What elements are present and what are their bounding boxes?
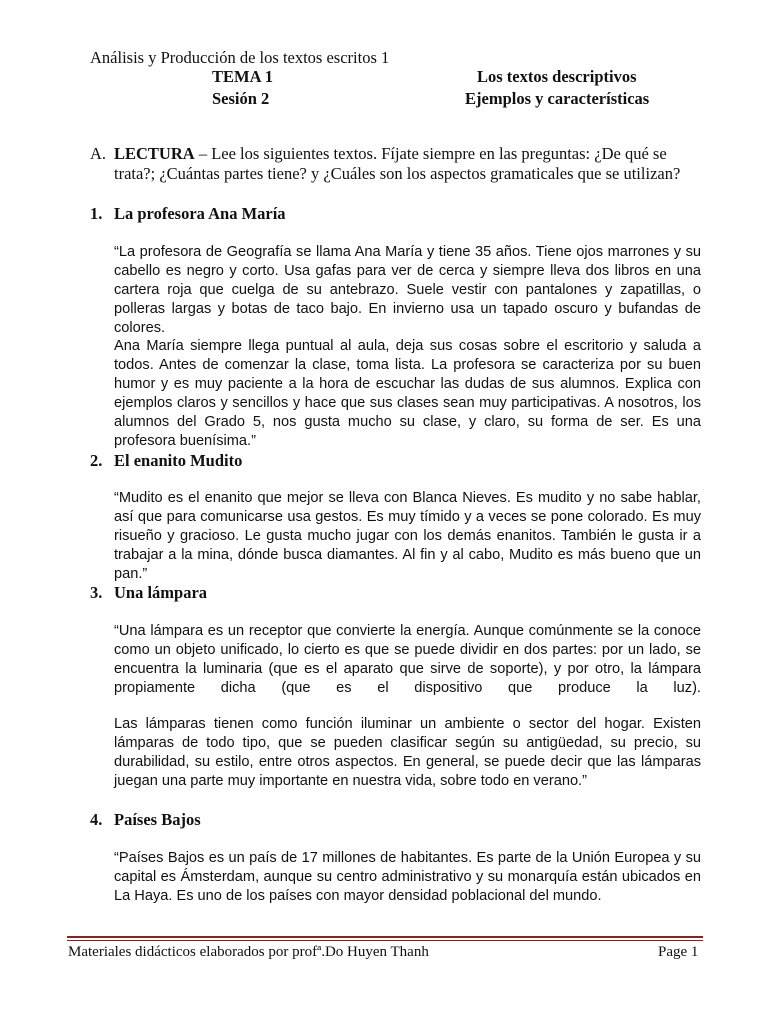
instruction-marker: A. [90, 144, 107, 163]
paragraph: “Una lámpara es un receptor que convierte la energía. Aunque comúnmente se la conoce como un objeto unificado, lo cierto es que se puede dividir en dos partes: por un lado, se encuentra la luminaria (que es el aparato que sirve de soporte), y por otro, la lámpara propiamente dicha (que es el dispositivo que produce la luz). [114, 623, 701, 696]
section-heading [90, 204, 286, 224]
topic-label: TEMA 1 [212, 67, 273, 86]
section-number: 3. [90, 583, 103, 602]
paragraph: “La profesora de Geografía se llama Ana María y tiene 35 años. Tiene ojos marrones y su cabello es negro y corto. Usa gafas para ver de cerca y siempre lleva dos libros en una cartera roja que cuelga de su antebrazo. Suele vestir con pantalones y zapatillas, o polleras largas y botas de taco bajo. En invierno usa un tapado oscuro y bufandas de colores. [114, 244, 701, 336]
section-number: 1. [90, 204, 103, 223]
section-number: 4. [90, 810, 103, 829]
instruction-text: – Lee los siguientes textos. Fíjate siempre en las preguntas: ¿De qué se trata?; ¿Cuántas partes tiene? y ¿Cuáles son los aspectos gramaticales que se utilizan? [114, 144, 681, 183]
paragraph: “Mudito es el enanito que mejor se lleva con Blanca Nieves. Es mudito y no sabe hablar, así que para comunicarse usa gestos. Es muy tímido y a veces se pone colorado. Es muy risueño y gracioso. Le gusta mucho jugar con los demás enanitos. También le gusta ir a trabajar a la mina, dónde busca diamantes. Al fin y al cabo, Mudito es más bueno que un pan.” [114, 490, 701, 582]
reading-instruction [90, 144, 700, 184]
footer-divider [67, 940, 703, 941]
instruction-heading: LECTURA [114, 144, 195, 163]
paragraph: Las lámparas tienen como función iluminar un ambiente o sector del hogar. Existen lámparas de todo tipo, que se pueden clasificar según su antigüedad, su precio, su durabilidad, su estilo, entre otros aspectos. En general, se puede decir que las lámparas juegan una parte muy importante en nuestra vida, sobre todo en verano.” [114, 716, 701, 789]
section-number: 2. [90, 451, 103, 470]
section-title: Países Bajos [114, 810, 201, 829]
section-heading [90, 583, 207, 603]
page-number: Page 1 [658, 944, 699, 960]
paragraph: Ana María siempre llega puntual al aula, deja sus cosas sobre el escritorio y saluda a todos. Antes de comenzar la clase, toma lista. La profesora se caracteriza por su buen humor y es muy paciente a la hora de escuchar las dudas de sus alumnos. Explica con ejemplos claros y sencillos y hace que sus clases sean muy participativas. A nosotros, los alumnos del Grado 5, nos gusta mucho su clase, y claro, su forma de ser. Es una profesora buenísima.” [114, 338, 701, 449]
topic-title: Los textos descriptivos [477, 67, 637, 86]
session-title: Ejemplos y características [465, 89, 650, 108]
paragraph: “Países Bajos es un país de 17 millones de habitantes. Es parte de la Unión Europea y su capital es Ámsterdam, aunque su centro administrativo y su monarquía están ubicados en La Haya. Es uno de los países con mayor densidad poblacional del mundo. [114, 850, 701, 904]
section-heading [90, 451, 242, 471]
section-title: El enanito Mudito [114, 451, 243, 470]
session-label: Sesión 2 [212, 89, 270, 108]
section-heading [90, 810, 201, 830]
footer-credit: Materiales didácticos elaborados por profª.Do Huyen Thanh [68, 944, 429, 960]
section-title: La profesora Ana María [114, 204, 286, 223]
course-title: Análisis y Producción de los textos escritos 1 [90, 48, 390, 67]
footer-divider [67, 936, 703, 938]
section-title: Una lámpara [114, 583, 208, 602]
